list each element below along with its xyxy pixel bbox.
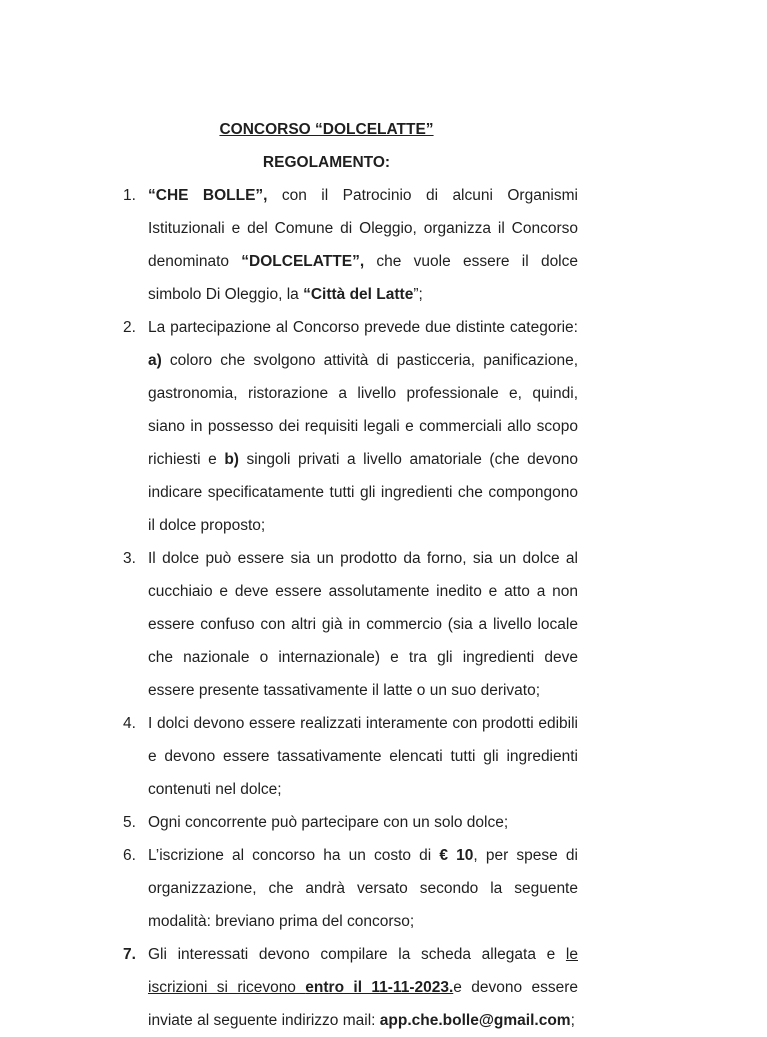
item-number: 7.: [123, 946, 136, 963]
item-text: [148, 707, 578, 806]
rules-list: [123, 179, 578, 1037]
list-item: [123, 839, 578, 938]
text-run: € 10: [439, 847, 474, 864]
list-item: [123, 707, 578, 806]
text-run: a): [148, 352, 162, 369]
text-run: app.che.bolle@gmail.com: [379, 1012, 571, 1029]
text-run: , per spese di organizzazione, che andrà versato secondo la seguente modalità: breviano prima del concorso;: [148, 847, 578, 930]
text-run: entro il 11-11-2023.: [305, 979, 454, 996]
document-content: [123, 113, 578, 1037]
item-number: 5.: [123, 814, 136, 831]
list-item: [123, 542, 578, 707]
text-run: “DOLCELATTE”,: [241, 253, 365, 270]
text-run: “CHE BOLLE”,: [148, 187, 268, 204]
item-number: 1.: [123, 187, 136, 204]
list-item: [123, 179, 578, 311]
item-number: 4.: [123, 715, 136, 732]
item-number: 6.: [123, 847, 136, 864]
item-number: 3.: [123, 550, 136, 567]
item-text: [148, 938, 578, 1037]
text-run: b): [224, 451, 239, 468]
text-run: ”;: [413, 286, 423, 303]
item-text: [148, 806, 578, 839]
text-run: I dolci devono essere realizzati interamente con prodotti edibili e devono essere tassativamente elencati tutti gli ingredienti contenuti nel dolce;: [148, 715, 578, 798]
item-text: [148, 542, 578, 707]
text-run: Gli interessati devono compilare la scheda allegata e: [148, 946, 566, 963]
list-item: [123, 311, 578, 542]
text-run: singoli privati a livello amatoriale (che devono indicare specificatamente tutti gli ingredienti che compongono il dolce proposto;: [148, 451, 578, 534]
document-subtitle: REGOLAMENTO:: [262, 154, 391, 171]
text-run: Il dolce può essere sia un prodotto da forno, sia un dolce al cucchiaio e deve essere assolutamente inedito e atto a non essere confuso con altri già in commercio (sia a livello locale che nazionale o internazionale) e tra gli ingredienti deve essere presente tassativamente il latte o un suo derivato;: [148, 550, 578, 699]
text-run: le iscrizioni si ricevono: [148, 946, 578, 996]
list-item: [123, 938, 578, 1037]
text-run: coloro che svolgono attività di pasticceria, panificazione, gastronomia, ristorazione a livello professionale e, quindi, siano in possesso dei requisiti legali e commerciali allo scopo richiesti e: [148, 352, 578, 468]
text-run: che vuole essere il dolce simbolo Di Oleggio, la: [148, 253, 578, 303]
item-text: [148, 839, 578, 938]
text-run: ;: [570, 1012, 575, 1029]
item-number: 2.: [123, 319, 136, 336]
text-run: Ogni concorrente può partecipare con un solo dolce;: [148, 814, 509, 831]
text-run: “Città del Latte: [303, 286, 414, 303]
text-run: L’iscrizione al concorso ha un costo di: [148, 847, 440, 864]
text-run: con il Patrocinio di alcuni Organismi Istituzionali e del Comune di Oleggio, organizza il Concorso denominato: [148, 187, 578, 270]
text-run: La partecipazione al Concorso prevede due distinte categorie:: [148, 319, 578, 336]
item-text: [148, 179, 578, 311]
item-text: [148, 311, 578, 542]
document-title: CONCORSO “DOLCELATTE”: [219, 121, 434, 138]
list-item: [123, 806, 578, 839]
text-run: e devono essere inviate al seguente indirizzo mail:: [148, 979, 579, 1029]
